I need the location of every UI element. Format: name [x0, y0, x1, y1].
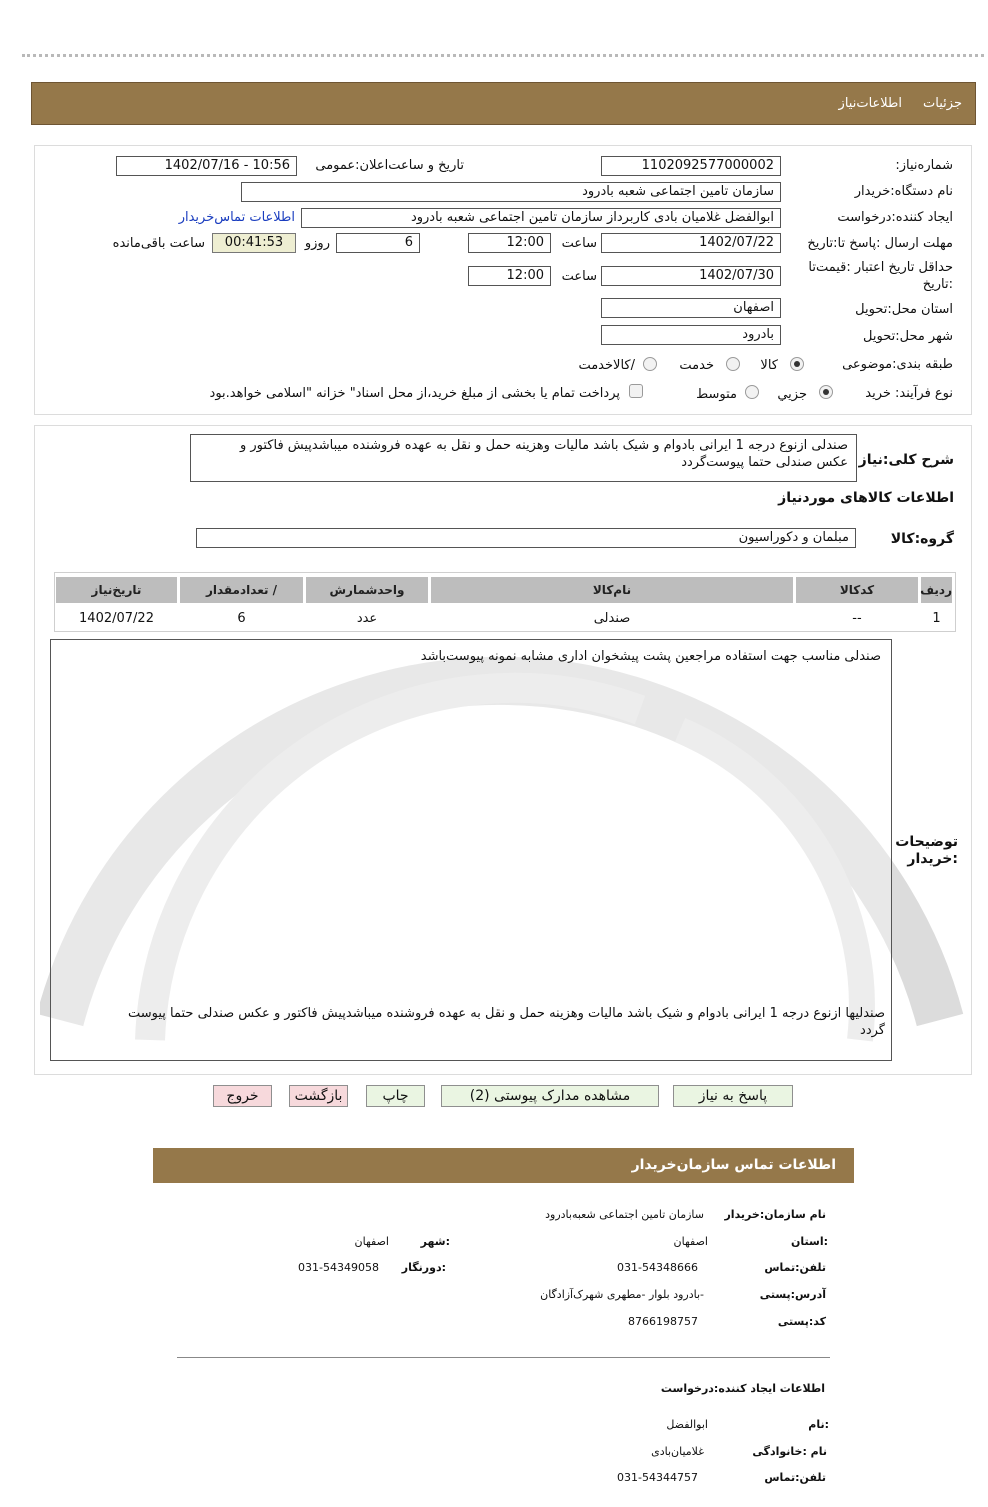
tab-details[interactable]: جزئیات — [923, 96, 962, 111]
contact-province-label: :استان — [791, 1235, 828, 1248]
deadline-hour-field: 12:00 — [468, 233, 551, 253]
days-field: 6 — [336, 233, 420, 253]
category-goods-label: کالا — [760, 358, 778, 373]
buyer-contact-header — [153, 1148, 854, 1183]
contact-divider — [177, 1357, 830, 1358]
process-label: نوع فرآیند: خرید — [865, 386, 953, 401]
buyer-contact-title: اطلاعات تماس سازمان‌خریدار — [631, 1157, 836, 1173]
table-header: نام‌کالا — [431, 577, 793, 603]
remaining-label: ساعت باقی‌مانده — [112, 236, 205, 251]
need-summary-line: صندلی ازنوع درجه 1 ایرانی بادوام و شیک باشد مالیات وهزینه حمل و نقل به عهده فروشنده میباشدپیش فاکتور و — [239, 438, 848, 453]
goods-table — [54, 572, 956, 632]
buyer-notes-line: صندلیها ازنوع درجه 1 ایرانی بادوام و شیک باشد مالیات وهزینه حمل و نقل به عهده فروشنده میباشدپیش فاکتور و عکس صندلی حتما پیوست — [127, 1006, 885, 1021]
contact-fax-value: 031-54349058 — [298, 1261, 379, 1274]
buyer-org-field: سازمان تامین اجتماعی شعبه بادرود — [241, 182, 781, 202]
table-cell: 1 — [932, 611, 941, 626]
table-header: تاریخ‌نیاز — [56, 577, 177, 603]
contact-org-value: سازمان تامین اجتماعی شعبه‌بادرود — [545, 1208, 704, 1221]
process-partial-radio[interactable] — [819, 385, 833, 399]
contact-province-value: اصفهان — [673, 1235, 708, 1248]
creator-phone-value: 031-54344757 — [617, 1471, 698, 1484]
table-cell: عدد — [356, 611, 378, 626]
top-dotted-divider — [22, 54, 984, 57]
category-service-label: خدمت — [679, 358, 714, 373]
contact-postal-value: 8766198757 — [628, 1315, 698, 1328]
need-summary-label: شرح کلی:نیاز — [858, 452, 954, 468]
contact-phone-value: 031-54348666 — [617, 1261, 698, 1274]
buyer-notes-paragraph — [59, 1005, 885, 1039]
treasury-payment-text: پرداخت تمام یا بخشی از مبلغ خرید،از محل اسناد" خزانه "اسلامی خواهد.بود — [209, 386, 620, 401]
buyer-notes-line: صندلی مناسب جهت استفاده مراجعین پشت پیشخوان اداری مشابه نمونه پیوست‌باشد — [420, 649, 881, 664]
deadline-hour-label: ساعت — [561, 236, 597, 251]
contact-city-value: اصفهان — [354, 1235, 389, 1248]
buyer-notes-label-cont: :خریدار — [907, 851, 958, 867]
city-field: بادرود — [601, 325, 781, 345]
table-cell: صندلی — [593, 611, 631, 626]
contact-postal-label: کد:پستی — [777, 1315, 826, 1328]
table-header: کدکالا — [796, 577, 918, 603]
goods-group-label: گروه:کالا — [890, 531, 954, 547]
exit-button[interactable]: خروج — [213, 1085, 272, 1107]
table-cell: 1402/07/22 — [79, 611, 154, 626]
treasury-payment-checkbox[interactable] — [629, 384, 643, 398]
buyer-notes-line: گردد — [860, 1023, 885, 1038]
creator-info-title: اطلاعات ایجاد کننده:درخواست — [660, 1382, 825, 1395]
goods-group-field: مبلمان و دکوراسیون — [196, 528, 856, 548]
print-button[interactable]: چاپ — [366, 1085, 425, 1107]
validity-hour-label: ساعت — [561, 269, 597, 284]
creator-family-value: غلامیان‌بادی — [651, 1445, 704, 1458]
need-number-label: شماره‌نیاز: — [895, 158, 953, 173]
announce-field: 1402/07/16 - 10:56 — [116, 156, 297, 176]
table-cell: -- — [852, 611, 862, 626]
category-service-radio[interactable] — [726, 357, 740, 371]
process-partial-label: جزیي — [777, 387, 807, 402]
contact-fax-label: :دورنگار — [401, 1261, 446, 1274]
creator-label: ایجاد کننده:درخواست — [837, 210, 953, 225]
remaining-time-field: 00:41:53 — [212, 233, 296, 253]
deadline-label: مهلت ارسال :پاسخ تا:تاریخ — [807, 236, 953, 251]
contact-phone-label: تلفن:تماس — [764, 1261, 826, 1274]
table-header: ردیف — [921, 577, 952, 603]
city-label: شهر محل:تحویل — [863, 329, 953, 344]
creator-name-value: ابوالفضل — [666, 1418, 708, 1431]
table-header: واحدشمارش — [306, 577, 428, 603]
goods-info-title: اطلاعات کالاهای مورد‌نیاز — [778, 490, 954, 506]
buyer-contact-link[interactable]: اطلاعات تماس‌خریدار — [178, 210, 295, 225]
validity-label-cont: :تاریخ — [922, 277, 953, 292]
contact-city-label: :شهر — [420, 1235, 450, 1248]
need-summary-line: عکس صندلی حتما پیوست‌گردد — [681, 455, 848, 470]
category-both-label: /کالاخدمت — [578, 358, 635, 373]
creator-field: ابوالفضل غلامیان بادی کاربرداز سازمان تامین اجتماعی شعبه بادرود — [301, 208, 781, 228]
creator-family-label: نام :خانوادگی — [752, 1445, 827, 1458]
table-header: / تعدادمقدار — [180, 577, 303, 603]
back-button[interactable]: بازگشت — [289, 1085, 348, 1107]
contact-address-value: -بادرود بلوار -مطهری شهرک‌آزادگان — [540, 1288, 704, 1301]
need-summary-box — [190, 434, 857, 482]
process-medium-label: متوسط — [696, 387, 737, 402]
deadline-date-field: 1402/07/22 — [601, 233, 781, 253]
category-goods-radio[interactable] — [790, 357, 804, 371]
buyer-org-label: نام دستگاه‌:خریدار — [854, 184, 953, 199]
validity-label: حداقل تاریخ اعتبار :قیمت‌تا — [808, 260, 953, 275]
reply-button[interactable]: پاسخ به نیاز — [673, 1085, 793, 1107]
need-number-field: 1102092577000002 — [601, 156, 781, 176]
creator-name-label: :نام — [808, 1418, 829, 1431]
table-cell: 6 — [237, 611, 246, 626]
buyer-notes-box — [50, 639, 892, 1061]
validity-date-field: 1402/07/30 — [601, 266, 781, 286]
tab-need-info[interactable]: اطلاعات‌نیاز — [838, 96, 902, 111]
days-label: روزو — [304, 236, 330, 251]
validity-hour-field: 12:00 — [468, 266, 551, 286]
buyer-notes-label: توضیحات — [895, 834, 958, 850]
process-medium-radio[interactable] — [745, 385, 759, 399]
contact-org-label: نام سازمان:خریدار — [724, 1208, 826, 1221]
province-field: اصفهان — [601, 298, 781, 318]
announce-label: تاریخ و ساعت‌اعلان:عمومی — [315, 158, 464, 173]
header-bar — [31, 82, 976, 125]
province-label: استان محل:تحویل — [855, 302, 953, 317]
category-label: طبقه بندی:موضوعی — [842, 357, 953, 372]
creator-phone-label: تلفن:تماس — [764, 1471, 826, 1484]
view-attachments-button[interactable]: مشاهده مدارک پیوستی (2) — [441, 1085, 659, 1107]
contact-address-label: آدرس:پستی — [759, 1288, 826, 1301]
category-both-radio[interactable] — [643, 357, 657, 371]
